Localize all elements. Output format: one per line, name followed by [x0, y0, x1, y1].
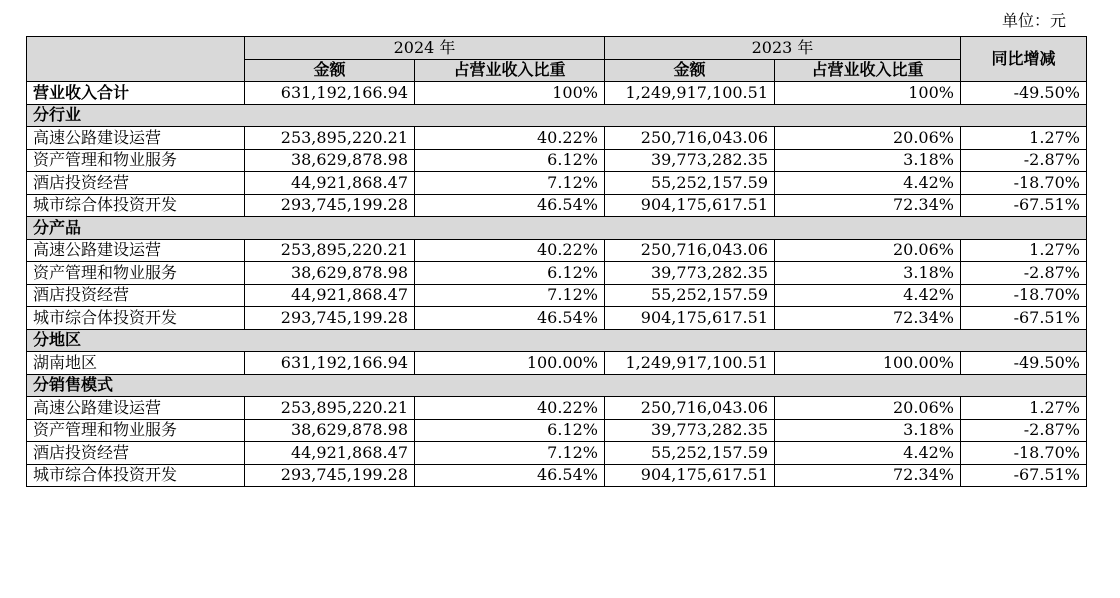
- row-amount-2023: 39,773,282.35: [605, 262, 775, 285]
- row-label: 高速公路建设运营: [27, 127, 245, 150]
- table-row: [27, 172, 1087, 195]
- row-amount-2023: 39,773,282.35: [605, 419, 775, 442]
- row-share-2024: 6.12%: [415, 262, 605, 285]
- total-row: [27, 82, 1087, 105]
- row-amount-2024: 38,629,878.98: [245, 262, 415, 285]
- row-share-2023: 4.42%: [775, 172, 961, 195]
- row-share-2023: 4.42%: [775, 284, 961, 307]
- row-amount-2024: 44,921,868.47: [245, 442, 415, 465]
- row-share-2023: 3.18%: [775, 149, 961, 172]
- row-label: 城市综合体投资开发: [27, 307, 245, 330]
- header-amount-2023: 金额: [605, 59, 775, 82]
- row-label: 酒店投资经营: [27, 442, 245, 465]
- row-share-2024: 6.12%: [415, 149, 605, 172]
- row-amount-2023: 250,716,043.06: [605, 127, 775, 150]
- row-yoy: 1.27%: [961, 239, 1087, 262]
- row-yoy: -18.70%: [961, 284, 1087, 307]
- row-amount-2024: 631,192,166.94: [245, 352, 415, 375]
- row-yoy: 1.27%: [961, 397, 1087, 420]
- row-amount-2024: 253,895,220.21: [245, 397, 415, 420]
- table-row: [27, 149, 1087, 172]
- header-year-2024: 2024 年: [245, 37, 605, 60]
- total-share-2023: 100%: [775, 82, 961, 105]
- row-yoy: -18.70%: [961, 442, 1087, 465]
- row-label: 高速公路建设运营: [27, 397, 245, 420]
- row-label: 资产管理和物业服务: [27, 419, 245, 442]
- row-label: 资产管理和物业服务: [27, 262, 245, 285]
- row-amount-2023: 1,249,917,100.51: [605, 352, 775, 375]
- row-share-2024: 6.12%: [415, 419, 605, 442]
- header-year-2023: 2023 年: [605, 37, 961, 60]
- row-share-2024: 46.54%: [415, 464, 605, 487]
- row-amount-2023: 250,716,043.06: [605, 239, 775, 262]
- row-yoy: -49.50%: [961, 352, 1087, 375]
- row-label: 资产管理和物业服务: [27, 149, 245, 172]
- row-amount-2024: 38,629,878.98: [245, 149, 415, 172]
- revenue-composition-table: [26, 36, 1087, 487]
- row-yoy: -67.51%: [961, 464, 1087, 487]
- table-row: [27, 284, 1087, 307]
- row-share-2024: 7.12%: [415, 284, 605, 307]
- row-share-2024: 40.22%: [415, 239, 605, 262]
- table-row: [27, 239, 1087, 262]
- total-amount-2023: 1,249,917,100.51: [605, 82, 775, 105]
- section-title: 分产品: [27, 217, 1087, 240]
- row-yoy: -67.51%: [961, 307, 1087, 330]
- row-share-2023: 20.06%: [775, 397, 961, 420]
- table-row: [27, 419, 1087, 442]
- header-yoy: 同比增减: [961, 37, 1087, 82]
- row-share-2023: 72.34%: [775, 307, 961, 330]
- row-amount-2024: 293,745,199.28: [245, 194, 415, 217]
- row-share-2023: 72.34%: [775, 464, 961, 487]
- row-share-2023: 4.42%: [775, 442, 961, 465]
- total-label: 营业收入合计: [27, 82, 245, 105]
- row-share-2024: 7.12%: [415, 172, 605, 195]
- row-yoy: -18.70%: [961, 172, 1087, 195]
- header-amount-2024: 金额: [245, 59, 415, 82]
- total-yoy: -49.50%: [961, 82, 1087, 105]
- row-amount-2024: 293,745,199.28: [245, 464, 415, 487]
- row-label: 湖南地区: [27, 352, 245, 375]
- row-yoy: -2.87%: [961, 262, 1087, 285]
- row-amount-2024: 44,921,868.47: [245, 284, 415, 307]
- row-share-2023: 3.18%: [775, 419, 961, 442]
- section-row: [27, 374, 1087, 397]
- header-share-2023: 占营业收入比重: [775, 59, 961, 82]
- header-share-2024: 占营业收入比重: [415, 59, 605, 82]
- row-amount-2023: 39,773,282.35: [605, 149, 775, 172]
- row-amount-2024: 253,895,220.21: [245, 127, 415, 150]
- row-share-2023: 20.06%: [775, 239, 961, 262]
- table-row: [27, 194, 1087, 217]
- table-row: [27, 262, 1087, 285]
- row-yoy: 1.27%: [961, 127, 1087, 150]
- row-share-2024: 40.22%: [415, 127, 605, 150]
- row-share-2023: 3.18%: [775, 262, 961, 285]
- row-label: 酒店投资经营: [27, 172, 245, 195]
- row-yoy: -67.51%: [961, 194, 1087, 217]
- header-row-years: [27, 37, 1087, 60]
- row-share-2023: 20.06%: [775, 127, 961, 150]
- row-label: 城市综合体投资开发: [27, 464, 245, 487]
- row-amount-2023: 55,252,157.59: [605, 284, 775, 307]
- row-amount-2023: 904,175,617.51: [605, 307, 775, 330]
- table-row: [27, 442, 1087, 465]
- row-share-2024: 7.12%: [415, 442, 605, 465]
- header-blank: [27, 37, 245, 82]
- row-share-2024: 46.54%: [415, 194, 605, 217]
- row-amount-2023: 55,252,157.59: [605, 442, 775, 465]
- row-share-2024: 100.00%: [415, 352, 605, 375]
- table-row: [27, 352, 1087, 375]
- row-amount-2024: 293,745,199.28: [245, 307, 415, 330]
- section-title: 分销售模式: [27, 374, 1087, 397]
- section-title: 分地区: [27, 329, 1087, 352]
- table-row: [27, 307, 1087, 330]
- row-share-2023: 100.00%: [775, 352, 961, 375]
- table-header: [27, 37, 1087, 82]
- total-amount-2024: 631,192,166.94: [245, 82, 415, 105]
- row-amount-2023: 250,716,043.06: [605, 397, 775, 420]
- table-row: [27, 464, 1087, 487]
- table-body: [27, 82, 1087, 487]
- section-row: [27, 329, 1087, 352]
- row-amount-2023: 904,175,617.51: [605, 464, 775, 487]
- row-share-2024: 46.54%: [415, 307, 605, 330]
- row-yoy: -2.87%: [961, 149, 1087, 172]
- row-yoy: -2.87%: [961, 419, 1087, 442]
- section-row: [27, 104, 1087, 127]
- row-label: 高速公路建设运营: [27, 239, 245, 262]
- row-share-2024: 40.22%: [415, 397, 605, 420]
- total-share-2024: 100%: [415, 82, 605, 105]
- row-share-2023: 72.34%: [775, 194, 961, 217]
- section-row: [27, 217, 1087, 240]
- row-amount-2024: 44,921,868.47: [245, 172, 415, 195]
- row-amount-2023: 55,252,157.59: [605, 172, 775, 195]
- row-label: 城市综合体投资开发: [27, 194, 245, 217]
- table-row: [27, 127, 1087, 150]
- table-row: [27, 397, 1087, 420]
- row-amount-2023: 904,175,617.51: [605, 194, 775, 217]
- section-title: 分行业: [27, 104, 1087, 127]
- row-amount-2024: 38,629,878.98: [245, 419, 415, 442]
- row-label: 酒店投资经营: [27, 284, 245, 307]
- unit-label: 单位：元: [1001, 11, 1066, 30]
- row-amount-2024: 253,895,220.21: [245, 239, 415, 262]
